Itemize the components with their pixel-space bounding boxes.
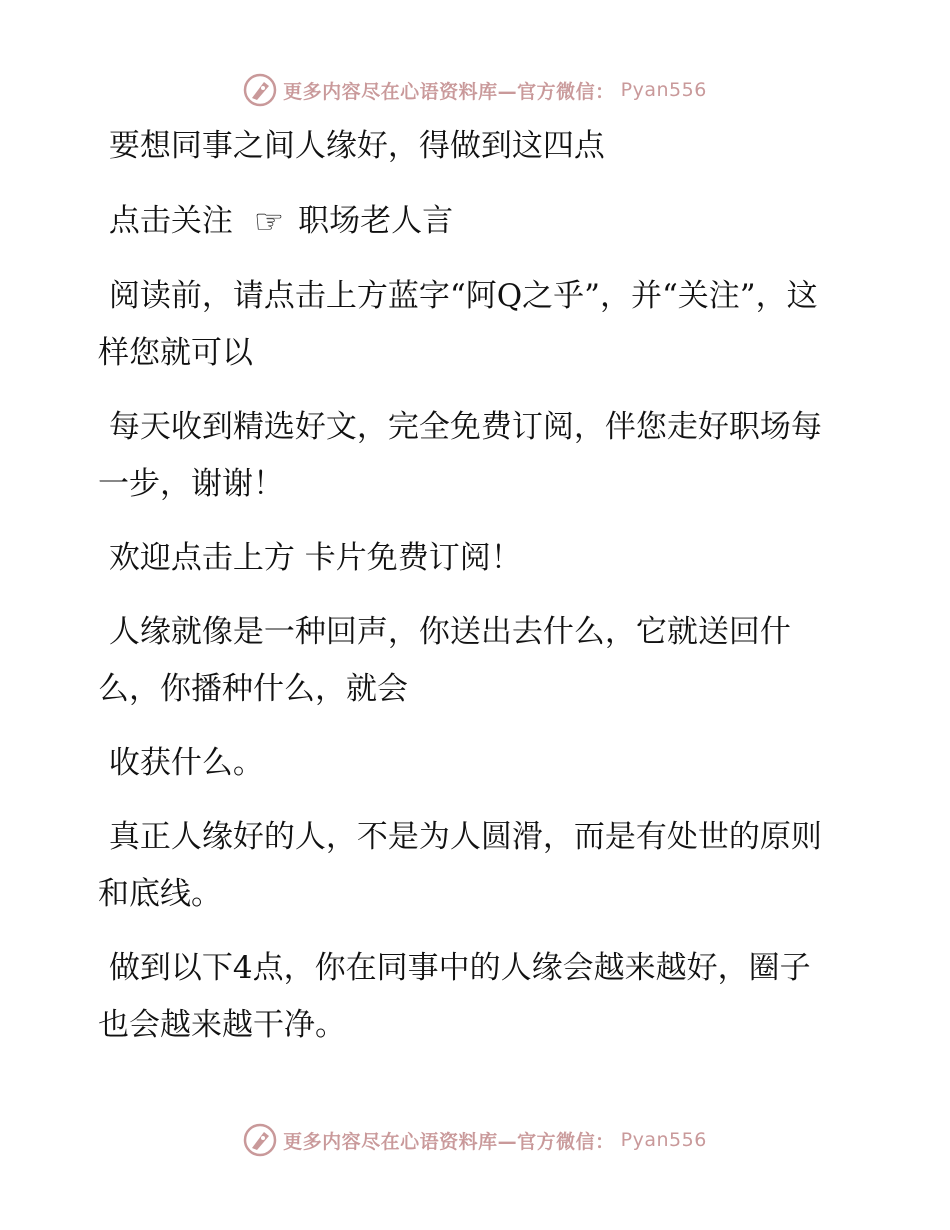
- header-watermark: [0, 68, 950, 112]
- paragraph: 每天收到精选好文，完全免费订阅，伴您走好职场每一步，谢谢！: [98, 409, 822, 502]
- paragraph: 人缘就像是一种回声，你送出去什么，它就送回什么，你播种什么，就会: [98, 614, 791, 707]
- follow-line: [98, 193, 838, 251]
- pen-nib-logo-icon: [243, 73, 277, 107]
- paragraph: 收获什么。: [108, 745, 264, 781]
- follow-account: 职场老人言: [298, 203, 454, 239]
- article-body: [98, 118, 838, 1071]
- follow-prefix: 点击关注: [108, 203, 233, 239]
- watermark-text: 更多内容尽在心语资料库—官方微信：: [283, 80, 615, 103]
- article-title: 要想同事之间人缘好，得做到这四点: [108, 128, 605, 164]
- paragraph: 阅读前，请点击上方蓝字“阿Q之乎”，并“关注”，这样您就可以: [98, 278, 818, 371]
- watermark-text: 更多内容尽在心语资料库—官方微信：: [283, 1130, 615, 1153]
- pointing-hand-icon: ☞: [253, 202, 285, 242]
- watermark-wechat-id: Pyan556: [620, 79, 707, 101]
- watermark-wechat-id: Pyan556: [620, 1129, 707, 1151]
- paragraph: 真正人缘好的人，不是为人圆滑，而是有处世的原则和底线。: [98, 819, 822, 912]
- pen-nib-logo-icon: [243, 1123, 277, 1157]
- paragraph: 欢迎点击上方 卡片免费订阅！: [108, 540, 522, 576]
- paragraph: 做到以下4点，你在同事中的人缘会越来越好，圈子也会越来越干净。: [98, 950, 811, 1043]
- footer-watermark: [0, 1118, 950, 1162]
